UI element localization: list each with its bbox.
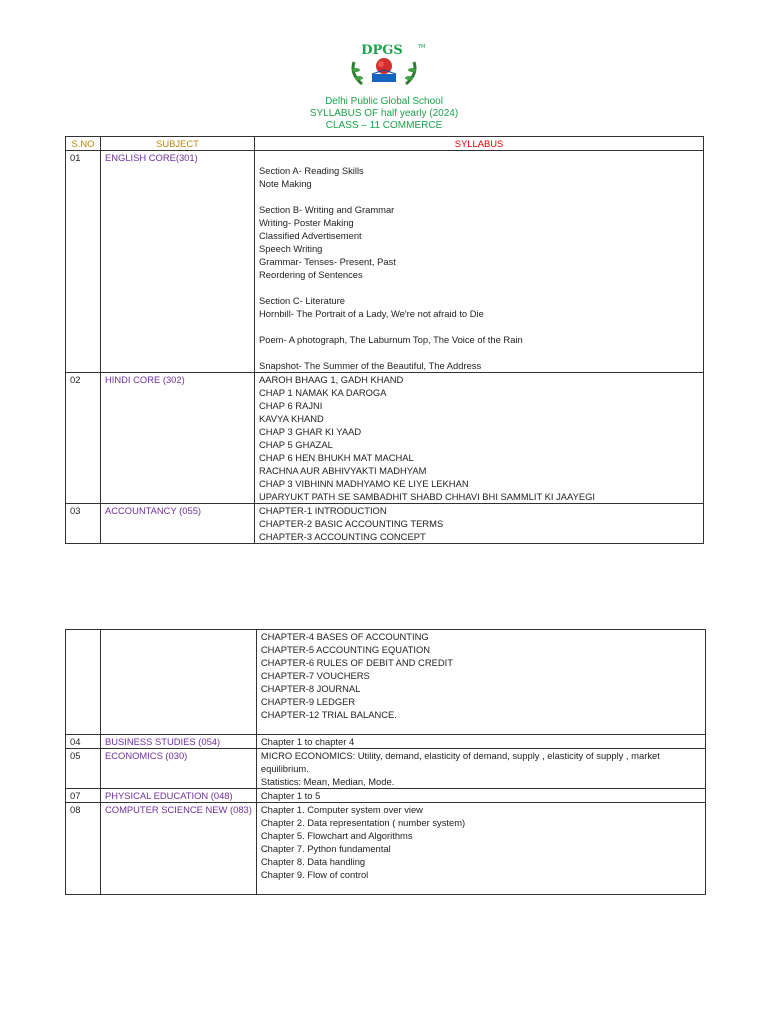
syllabus-line: CHAPTER-9 LEDGER xyxy=(260,696,356,707)
syllabus-line: Classified Advertisement xyxy=(259,230,362,241)
row-syllabus xyxy=(255,504,704,544)
row-subject: BUSINESS STUDIES (054) xyxy=(101,735,257,749)
logo-tm: TM xyxy=(418,44,426,50)
syllabus-line: CHAPTER-2 BASIC ACCOUNTING TERMS xyxy=(259,518,444,529)
syllabus-line xyxy=(259,281,699,294)
syllabus-line: Chapter 1. Computer system over view xyxy=(260,804,423,815)
syllabus-line: Section B- Writing and Grammar xyxy=(259,204,395,215)
syllabus-line: AAROH BHAAG 1, GADH KHAND xyxy=(259,374,404,385)
syllabus-line: CHAP 1 NAMAK KA DAROGA xyxy=(259,387,387,398)
row-subject: COMPUTER SCIENCE NEW (083) xyxy=(101,803,257,895)
syllabus-line: CHAP 3 GHAR KI YAAD xyxy=(259,426,362,437)
table-header-row xyxy=(66,137,704,151)
syllabus-line: Note Making xyxy=(259,178,312,189)
syllabus-line: CHAPTER-6 RULES OF DEBIT AND CREDIT xyxy=(260,657,453,668)
syllabus-line: Poem- A photograph, The Laburnum Top, The Voice of the Rain xyxy=(259,334,523,345)
row-subject: PHYSICAL EDUCATION (048) xyxy=(101,789,257,803)
syllabus-line: CHAP 5 GHAZAL xyxy=(259,439,333,450)
syllabus-line: CHAPTER-12 TRIAL BALANCE. xyxy=(260,709,397,720)
row-sno: 02 xyxy=(66,373,101,504)
row-sno xyxy=(66,630,101,735)
syllabus-line: Section A- Reading Skills xyxy=(259,165,364,176)
syllabus-line: RACHNA AUR ABHIVYAKTI MADHYAM xyxy=(259,465,427,476)
row-sno: 05 xyxy=(66,749,101,789)
syllabus-line xyxy=(261,881,701,894)
syllabus-line: Snapshot- The Summer of the Beautiful, The Address xyxy=(259,360,482,371)
row-sno: 01 xyxy=(66,151,101,373)
row-syllabus xyxy=(256,630,705,735)
row-sno: 08 xyxy=(66,803,101,895)
exam-title: SYLLABUS OF half yearly (2024) xyxy=(309,108,459,119)
table-row xyxy=(66,373,704,504)
syllabus-line: Writing- Poster Making xyxy=(259,217,354,228)
table-row xyxy=(66,630,706,735)
syllabus-line: Hornbill- The Portrait of a Lady, We're not afraid to Die xyxy=(259,308,484,319)
syllabus-line: Chapter 1 to chapter 4 xyxy=(260,736,355,747)
syllabus-table-page1 xyxy=(65,136,704,544)
syllabus-line: Section C- Literature xyxy=(259,295,345,306)
syllabus-line: KAVYA KHAND xyxy=(259,413,324,424)
table-row xyxy=(66,504,704,544)
syllabus-line xyxy=(259,346,699,359)
class-title: CLASS – 11 COMMERCE xyxy=(325,120,443,131)
syllabus-line: Chapter 8. Data handling xyxy=(260,856,366,867)
row-subject: ACCOUNTANCY (055) xyxy=(101,504,255,544)
syllabus-line: MICRO ECONOMICS: Utility, demand, elasticity of demand, supply , elasticity of supply , market equilibrium. xyxy=(260,750,660,774)
syllabus-line: Chapter 1 to 5 xyxy=(260,790,321,801)
syllabus-line: CHAP 6 HEN BHUKH MAT MACHAL xyxy=(259,452,414,463)
row-syllabus xyxy=(256,789,705,803)
row-sno: 03 xyxy=(66,504,101,544)
row-syllabus xyxy=(256,735,705,749)
logo-lettering: DPGS xyxy=(361,43,403,58)
syllabus-line: UPARYUKT PATH SE SAMBADHIT SHABD CHHAVI BHI SAMMLIT KI JAAYEGI xyxy=(259,491,596,502)
syllabus-line: Grammar- Tenses- Present, Past xyxy=(259,256,396,267)
row-syllabus xyxy=(255,373,704,504)
syllabus-line: Chapter 2. Data representation ( number system) xyxy=(260,817,466,828)
row-syllabus xyxy=(256,749,705,789)
table-row xyxy=(66,735,706,749)
syllabus-line: CHAP 6 RAJNI xyxy=(259,400,323,411)
school-name: Delhi Public Global School xyxy=(325,96,443,107)
syllabus-line: Chapter 9. Flow of control xyxy=(260,869,369,880)
table-row xyxy=(66,749,706,789)
school-logo xyxy=(344,40,426,88)
table-row xyxy=(66,789,706,803)
row-subject: HINDI CORE (302) xyxy=(101,373,255,504)
syllabus-line: CHAPTER-3 ACCOUNTING CONCEPT xyxy=(259,531,426,542)
syllabus-line: Statistics: Mean, Median, Mode. xyxy=(260,776,395,787)
syllabus-line: Chapter 7. Python fundamental xyxy=(260,843,391,854)
row-syllabus xyxy=(255,151,704,373)
syllabus-line: CHAPTER-4 BASES OF ACCOUNTING xyxy=(260,631,429,642)
syllabus-line xyxy=(259,190,699,203)
row-sno: 07 xyxy=(66,789,101,803)
row-subject: ECONOMICS (030) xyxy=(101,749,257,789)
row-syllabus xyxy=(256,803,705,895)
table-row xyxy=(66,803,706,895)
header-syllabus: SYLLABUS xyxy=(255,137,704,151)
syllabus-table-page2 xyxy=(65,629,706,895)
syllabus-line: CHAP 3 VIBHINN MADHYAMO KE LIYE LEKHAN xyxy=(259,478,469,489)
syllabus-line: Reordering of Sentences xyxy=(259,269,363,280)
header-sno: S.NO xyxy=(66,137,101,151)
syllabus-line: CHAPTER-5 ACCOUNTING EQUATION xyxy=(260,644,431,655)
syllabus-line: CHAPTER-1 INTRODUCTION xyxy=(259,505,387,516)
row-subject: ENGLISH CORE(301) xyxy=(101,151,255,373)
syllabus-line xyxy=(259,151,699,164)
row-sno: 04 xyxy=(66,735,101,749)
syllabus-line: Chapter 5. Flowchart and Algorithms xyxy=(260,830,413,841)
syllabus-line: CHAPTER-8 JOURNAL xyxy=(260,683,361,694)
syllabus-line: Speech Writing xyxy=(259,243,323,254)
syllabus-line xyxy=(259,320,699,333)
header-subject: SUBJECT xyxy=(101,137,255,151)
syllabus-line xyxy=(261,721,701,734)
row-subject xyxy=(101,630,257,735)
table-row xyxy=(66,151,704,373)
syllabus-line: CHAPTER-7 VOUCHERS xyxy=(260,670,370,681)
